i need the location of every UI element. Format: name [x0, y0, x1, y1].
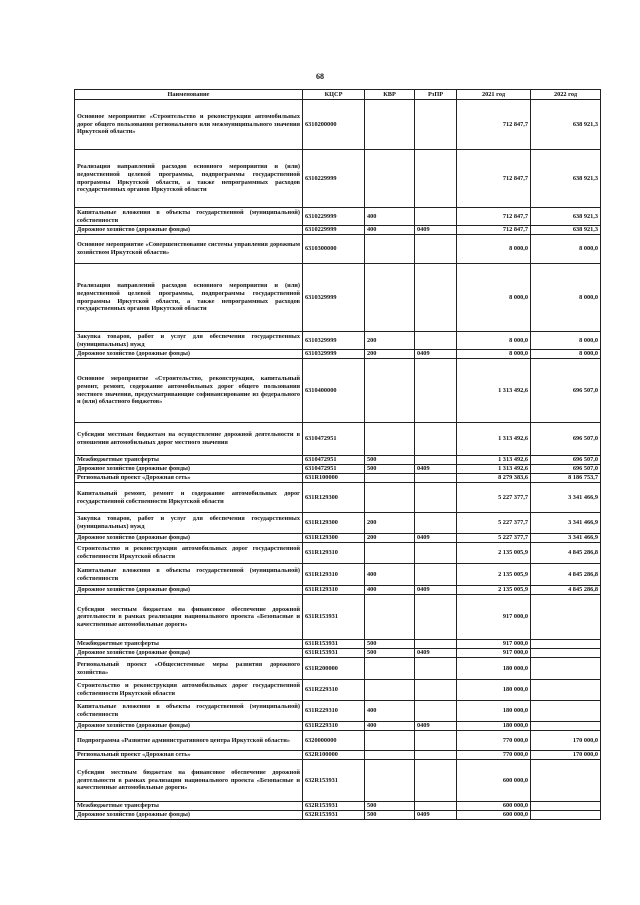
table-row	[75, 350, 601, 359]
cell-kvr	[365, 543, 415, 564]
cell-amount-2022	[531, 701, 601, 722]
cell-kcsr: 631R129310	[303, 586, 365, 595]
cell-name: Дорожное хозяйство (дорожные фонды)	[75, 350, 303, 359]
cell-kcsr: 6310300000	[303, 235, 365, 264]
cell-kvr	[365, 474, 415, 483]
cell-kvr	[365, 751, 415, 760]
table-row	[75, 474, 601, 483]
table-row	[75, 731, 601, 751]
cell-rzpr	[415, 760, 457, 802]
table-row	[75, 701, 601, 722]
cell-kvr	[365, 264, 415, 332]
cell-rzpr: 0409	[415, 226, 457, 235]
cell-amount-2021: 600 000,0	[457, 760, 531, 802]
table-row	[75, 264, 601, 332]
cell-kcsr: 631R129300	[303, 483, 365, 513]
cell-name: Закупка товаров, работ и услуг для обеспечения государственных (муниципальных) нужд	[75, 513, 303, 534]
cell-amount-2021: 917 000,0	[457, 649, 531, 658]
table-row	[75, 465, 601, 474]
cell-kcsr: 631R229310	[303, 722, 365, 731]
cell-rzpr: 0409	[415, 811, 457, 820]
table-body	[75, 100, 601, 820]
cell-name: Закупка товаров, работ и услуг для обеспечения государственных (муниципальных) нужд	[75, 332, 303, 350]
cell-amount-2021: 2 135 005,9	[457, 586, 531, 595]
cell-amount-2022: 3 341 466,9	[531, 513, 601, 534]
budget-table	[74, 89, 601, 820]
cell-kvr: 200	[365, 534, 415, 543]
cell-amount-2021: 917 000,0	[457, 640, 531, 649]
cell-rzpr: 0409	[415, 722, 457, 731]
cell-kvr: 200	[365, 513, 415, 534]
table-row	[75, 423, 601, 456]
cell-name: Дорожное хозяйство (дорожные фонды)	[75, 722, 303, 731]
cell-kvr: 500	[365, 802, 415, 811]
cell-amount-2022	[531, 760, 601, 802]
cell-amount-2021: 8 000,0	[457, 350, 531, 359]
cell-kvr: 200	[365, 350, 415, 359]
table-row	[75, 802, 601, 811]
column-header-kvr: КВР	[365, 90, 415, 100]
table-row	[75, 235, 601, 264]
cell-kcsr: 631R200000	[303, 658, 365, 680]
cell-kvr	[365, 100, 415, 150]
cell-amount-2022: 8 000,0	[531, 235, 601, 264]
cell-amount-2022: 696 507,0	[531, 359, 601, 423]
cell-kvr: 500	[365, 465, 415, 474]
cell-rzpr	[415, 150, 457, 208]
table-row	[75, 586, 601, 595]
table-row	[75, 534, 601, 543]
cell-amount-2021: 8 000,0	[457, 235, 531, 264]
table-row	[75, 760, 601, 802]
cell-amount-2021: 180 000,0	[457, 701, 531, 722]
cell-amount-2021: 5 227 377,7	[457, 534, 531, 543]
table-row	[75, 680, 601, 701]
cell-name: Строительство и реконструкция автомобильных дорог государственной собственности Иркутской области	[75, 543, 303, 564]
cell-name: Капитальный ремонт, ремонт и содержание автомобильных дорог государственной собственности Иркутской области	[75, 483, 303, 513]
cell-name: Региональный проект «Дорожная сеть»	[75, 751, 303, 760]
cell-name: Региональный проект «Общесистемные меры развития дорожного хозяйства»	[75, 658, 303, 680]
cell-rzpr	[415, 513, 457, 534]
cell-amount-2022: 8 000,0	[531, 332, 601, 350]
cell-kcsr: 631R153931	[303, 640, 365, 649]
cell-amount-2022: 8 000,0	[531, 350, 601, 359]
column-header-2022: 2022 год	[531, 90, 601, 100]
table-row	[75, 649, 601, 658]
cell-name: Межбюджетные трансферты	[75, 802, 303, 811]
cell-kvr: 400	[365, 722, 415, 731]
cell-amount-2021: 1 313 492,6	[457, 465, 531, 474]
table-row	[75, 640, 601, 649]
cell-rzpr	[415, 474, 457, 483]
cell-amount-2022: 696 507,0	[531, 456, 601, 465]
cell-amount-2022: 638 921,3	[531, 226, 601, 235]
table-row	[75, 811, 601, 820]
cell-name: Дорожное хозяйство (дорожные фонды)	[75, 649, 303, 658]
cell-name: Капитальные вложения в объекты государственной (муниципальной) собственности	[75, 701, 303, 722]
table-row	[75, 456, 601, 465]
cell-kvr: 500	[365, 811, 415, 820]
cell-kcsr: 631R129300	[303, 513, 365, 534]
cell-kvr: 200	[365, 332, 415, 350]
cell-amount-2022: 170 000,0	[531, 731, 601, 751]
table-row	[75, 658, 601, 680]
cell-name: Основное мероприятие «Строительство, реконструкция, капитальный ремонт, ремонт, содержание автомобильных дорог общего пользования местного значения, предусматривающие софинансирование из федерального и (или) областного бюджетов»	[75, 359, 303, 423]
cell-kcsr: 6310329999	[303, 350, 365, 359]
cell-rzpr	[415, 564, 457, 586]
cell-rzpr	[415, 359, 457, 423]
cell-kcsr: 6310472951	[303, 456, 365, 465]
table-row	[75, 226, 601, 235]
cell-amount-2022: 638 921,3	[531, 208, 601, 226]
cell-name: Дорожное хозяйство (дорожные фонды)	[75, 465, 303, 474]
cell-kcsr: 6310400000	[303, 359, 365, 423]
column-header-kcsr: КЦСР	[303, 90, 365, 100]
cell-amount-2022	[531, 595, 601, 640]
cell-rzpr: 0409	[415, 586, 457, 595]
cell-amount-2021: 180 000,0	[457, 722, 531, 731]
cell-amount-2022: 4 845 286,8	[531, 586, 601, 595]
cell-name: Реализация направлений расходов основного мероприятия и (или) ведомственной целевой программы, подпрограммы государственной программы Иркутской области, а также непрограммных расходов государственных органов Иркутской области	[75, 150, 303, 208]
cell-amount-2021: 917 000,0	[457, 595, 531, 640]
cell-rzpr: 0409	[415, 465, 457, 474]
cell-amount-2022	[531, 722, 601, 731]
page-number: 68	[316, 72, 324, 81]
table-header-row	[75, 90, 601, 100]
cell-amount-2022: 638 921,3	[531, 150, 601, 208]
cell-amount-2021: 5 227 377,7	[457, 483, 531, 513]
cell-amount-2021: 8 279 383,6	[457, 474, 531, 483]
cell-kcsr: 632R153931	[303, 811, 365, 820]
cell-kvr	[365, 423, 415, 456]
cell-amount-2021: 2 135 005,9	[457, 564, 531, 586]
cell-kvr	[365, 150, 415, 208]
cell-name: Капитальные вложения в объекты государственной (муниципальной) собственности	[75, 208, 303, 226]
cell-name: Подпрограмма «Развитие административного центра Иркутской области»	[75, 731, 303, 751]
cell-rzpr	[415, 731, 457, 751]
cell-rzpr	[415, 802, 457, 811]
cell-amount-2022: 638 921,3	[531, 100, 601, 150]
cell-rzpr	[415, 680, 457, 701]
cell-amount-2021: 1 313 492,6	[457, 456, 531, 465]
cell-kcsr: 6310229999	[303, 208, 365, 226]
cell-rzpr	[415, 332, 457, 350]
cell-kvr	[365, 483, 415, 513]
cell-rzpr	[415, 208, 457, 226]
cell-name: Основное мероприятие «Совершенствование системы управления дорожным хозяйством Иркутской области»	[75, 235, 303, 264]
cell-rzpr	[415, 640, 457, 649]
cell-amount-2021: 180 000,0	[457, 680, 531, 701]
cell-kcsr: 6310329999	[303, 332, 365, 350]
column-header-rzpr: РзПР	[415, 90, 457, 100]
cell-amount-2022: 4 845 286,8	[531, 564, 601, 586]
cell-amount-2021: 712 847,7	[457, 150, 531, 208]
cell-kcsr: 6310329999	[303, 264, 365, 332]
cell-kcsr: 631R153931	[303, 595, 365, 640]
cell-amount-2022	[531, 811, 601, 820]
cell-kvr	[365, 760, 415, 802]
cell-kvr: 500	[365, 649, 415, 658]
cell-amount-2021: 600 000,0	[457, 802, 531, 811]
cell-kvr: 400	[365, 226, 415, 235]
table-row	[75, 543, 601, 564]
cell-amount-2021: 1 313 492,6	[457, 423, 531, 456]
table-row	[75, 595, 601, 640]
table-row	[75, 513, 601, 534]
cell-kcsr: 632R100000	[303, 751, 365, 760]
cell-kvr	[365, 235, 415, 264]
cell-amount-2021: 2 135 005,9	[457, 543, 531, 564]
cell-rzpr: 0409	[415, 534, 457, 543]
cell-name: Строительство и реконструкция автомобильных дорог государственной собственности Иркутской области	[75, 680, 303, 701]
cell-rzpr	[415, 483, 457, 513]
cell-kcsr: 6310200000	[303, 100, 365, 150]
cell-kcsr: 631R229310	[303, 680, 365, 701]
table-row	[75, 208, 601, 226]
cell-amount-2021: 712 847,7	[457, 208, 531, 226]
cell-amount-2021: 5 227 377,7	[457, 513, 531, 534]
table-row	[75, 332, 601, 350]
cell-kcsr: 631R129310	[303, 543, 365, 564]
cell-name: Капитальные вложения в объекты государственной (муниципальной) собственности	[75, 564, 303, 586]
cell-kvr: 400	[365, 701, 415, 722]
cell-kcsr: 631R100000	[303, 474, 365, 483]
cell-amount-2021: 8 000,0	[457, 332, 531, 350]
cell-kcsr: 631R129310	[303, 564, 365, 586]
cell-amount-2022	[531, 649, 601, 658]
table-row	[75, 564, 601, 586]
cell-kvr: 400	[365, 564, 415, 586]
cell-name: Основное мероприятие «Строительство и реконструкция автомобильных дорог общего пользования регионального или межмуниципального значения Иркутской области»	[75, 100, 303, 150]
cell-kcsr: 631R153931	[303, 649, 365, 658]
table-row	[75, 722, 601, 731]
cell-kvr: 400	[365, 208, 415, 226]
table-row	[75, 483, 601, 513]
cell-name: Межбюджетные трансферты	[75, 640, 303, 649]
cell-amount-2022	[531, 802, 601, 811]
cell-amount-2021: 600 000,0	[457, 811, 531, 820]
cell-rzpr: 0409	[415, 350, 457, 359]
cell-name: Межбюджетные трансферты	[75, 456, 303, 465]
table-row	[75, 751, 601, 760]
cell-amount-2021: 180 000,0	[457, 658, 531, 680]
cell-amount-2022: 3 341 466,9	[531, 483, 601, 513]
cell-rzpr	[415, 235, 457, 264]
cell-kcsr: 631R229310	[303, 701, 365, 722]
cell-rzpr	[415, 658, 457, 680]
cell-name: Дорожное хозяйство (дорожные фонды)	[75, 226, 303, 235]
cell-name: Субсидии местным бюджетам на осуществление дорожной деятельности в отношении автомобильных дорог местного значения	[75, 423, 303, 456]
cell-amount-2021: 712 847,7	[457, 100, 531, 150]
cell-amount-2022: 4 845 286,8	[531, 543, 601, 564]
cell-rzpr: 0409	[415, 649, 457, 658]
cell-name: Дорожное хозяйство (дорожные фонды)	[75, 811, 303, 820]
cell-rzpr	[415, 264, 457, 332]
cell-rzpr	[415, 595, 457, 640]
cell-rzpr	[415, 100, 457, 150]
cell-kcsr: 632R153931	[303, 760, 365, 802]
cell-amount-2021: 770 000,0	[457, 731, 531, 751]
cell-kcsr: 6320000000	[303, 731, 365, 751]
cell-rzpr	[415, 423, 457, 456]
cell-amount-2021: 712 847,7	[457, 226, 531, 235]
cell-rzpr	[415, 456, 457, 465]
cell-amount-2022: 170 000,0	[531, 751, 601, 760]
cell-amount-2022	[531, 640, 601, 649]
cell-amount-2022: 696 507,0	[531, 465, 601, 474]
cell-kcsr: 6310229999	[303, 150, 365, 208]
cell-amount-2021: 1 313 492,6	[457, 359, 531, 423]
cell-kvr: 400	[365, 586, 415, 595]
cell-rzpr	[415, 543, 457, 564]
cell-kvr	[365, 680, 415, 701]
column-header-name: Наименование	[75, 90, 303, 100]
cell-name: Дорожное хозяйство (дорожные фонды)	[75, 586, 303, 595]
cell-name: Субсидии местным бюджетам на финансовое обеспечение дорожной деятельности в рамках реализации национального проекта «Безопасные и качественные автомобильные дороги»	[75, 760, 303, 802]
cell-amount-2021: 770 000,0	[457, 751, 531, 760]
cell-name: Субсидии местным бюджетам на финансовое обеспечение дорожной деятельности в рамках реализации национального проекта «Безопасные и качественные автомобильные дороги»	[75, 595, 303, 640]
cell-kvr	[365, 359, 415, 423]
column-header-2021: 2021 год	[457, 90, 531, 100]
cell-kvr	[365, 658, 415, 680]
cell-kvr: 500	[365, 456, 415, 465]
cell-name: Дорожное хозяйство (дорожные фонды)	[75, 534, 303, 543]
cell-kcsr: 6310472951	[303, 465, 365, 474]
cell-kcsr: 632R153931	[303, 802, 365, 811]
cell-amount-2022	[531, 658, 601, 680]
table-row	[75, 150, 601, 208]
cell-amount-2022: 3 341 466,9	[531, 534, 601, 543]
cell-amount-2022	[531, 680, 601, 701]
cell-amount-2022: 8 000,0	[531, 264, 601, 332]
cell-amount-2022: 8 186 753,7	[531, 474, 601, 483]
cell-name: Региональный проект «Дорожная сеть»	[75, 474, 303, 483]
cell-amount-2022: 696 507,0	[531, 423, 601, 456]
cell-kcsr: 6310472951	[303, 423, 365, 456]
cell-kvr	[365, 731, 415, 751]
cell-kvr: 500	[365, 640, 415, 649]
cell-amount-2021: 8 000,0	[457, 264, 531, 332]
cell-rzpr	[415, 751, 457, 760]
cell-rzpr	[415, 701, 457, 722]
cell-kcsr: 6310229999	[303, 226, 365, 235]
cell-name: Реализация направлений расходов основного мероприятия и (или) ведомственной целевой программы, подпрограммы государственной программы Иркутской области, а также непрограммных расходов государственных органов Иркутской области	[75, 264, 303, 332]
cell-kvr	[365, 595, 415, 640]
table-row	[75, 359, 601, 423]
table-row	[75, 100, 601, 150]
cell-kcsr: 631R129300	[303, 534, 365, 543]
